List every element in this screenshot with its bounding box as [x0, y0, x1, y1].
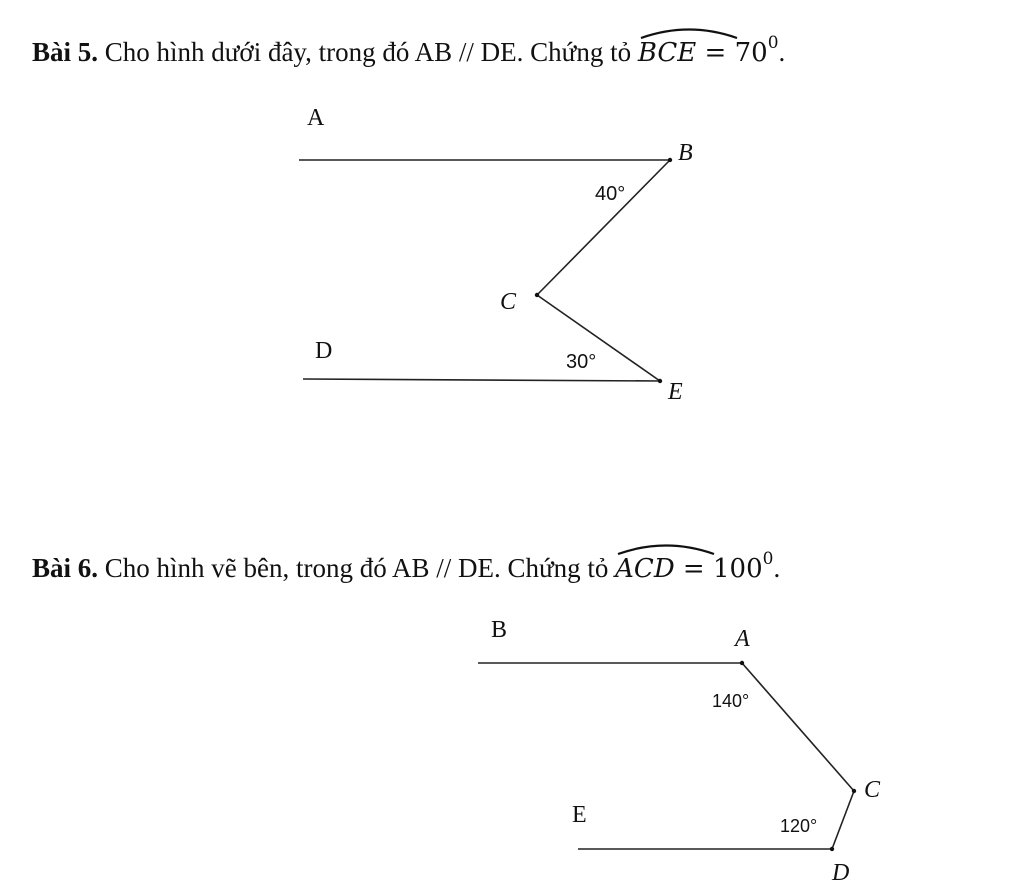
problem-5-angle-name: BCE	[637, 38, 697, 68]
label-e: E	[572, 802, 587, 828]
label-b: B	[491, 617, 508, 643]
problem-5-end: .	[778, 37, 786, 67]
label-a: A	[735, 626, 750, 652]
angle-e-label: 30°	[566, 351, 597, 373]
label-d: D	[315, 338, 333, 364]
problem-6-equals: = 100	[674, 554, 763, 584]
angle-a-label: 140°	[712, 691, 750, 711]
label-a: A	[307, 105, 325, 131]
problem-6-end: .	[773, 553, 781, 583]
point-d-dot	[830, 847, 834, 851]
problem-6-text: Cho hình vẽ bên, trong đó AB // DE. Chứng tỏ	[98, 553, 616, 583]
problem-6-degree-sup: 0	[762, 549, 774, 569]
segment-ac	[742, 663, 854, 791]
problem-5-degree-sup: 0	[767, 33, 779, 53]
problem-5-equals: = 70	[696, 38, 768, 68]
label-e: E	[668, 379, 683, 405]
problem-6-number: Bài 6.	[32, 553, 99, 583]
problem-5-text: Cho hình dưới đây, trong đó AB // DE. Chứng tỏ	[98, 37, 638, 67]
label-b: B	[678, 140, 693, 166]
problem-5-number: Bài 5.	[32, 37, 99, 67]
label-c: C	[864, 777, 881, 803]
angle-d-label: 120°	[780, 816, 818, 836]
point-c-dot	[852, 789, 856, 793]
label-c: C	[500, 289, 517, 315]
label-d: D	[832, 860, 850, 885]
problem-6-angle-name: ACD	[615, 554, 675, 584]
segment-cd	[832, 791, 854, 849]
angle-b-label: 40°	[595, 183, 626, 205]
point-a-dot	[740, 661, 744, 665]
